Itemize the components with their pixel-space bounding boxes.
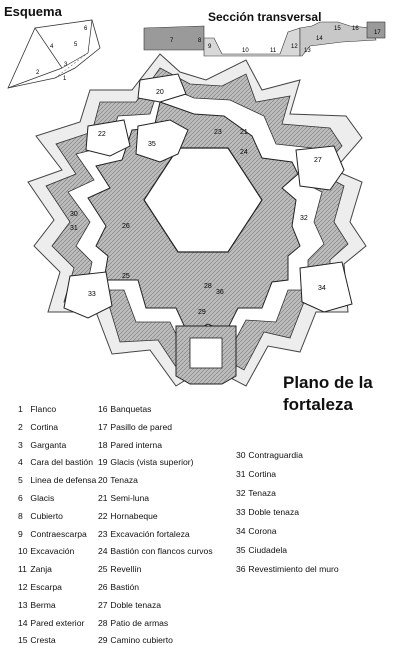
legend-number: 12 xyxy=(18,582,28,592)
legend-label: Contraescarpa xyxy=(28,528,87,539)
section-label-14: 14 xyxy=(316,36,323,42)
plan-label-30: 30 xyxy=(70,211,78,218)
legend-number: 33 xyxy=(236,507,246,517)
section-label-7: 7 xyxy=(170,38,174,44)
legend-label: Berma xyxy=(28,599,56,610)
legend-number: 11 xyxy=(18,564,27,575)
legend-label: Pared interna xyxy=(108,439,162,450)
legend-label: Garganta xyxy=(28,439,67,450)
legend-number: 3 xyxy=(18,439,23,450)
legend-item xyxy=(98,546,213,556)
plan-label-31: 31 xyxy=(70,225,78,232)
legend-number: 5 xyxy=(18,475,23,486)
legend-number: 24 xyxy=(98,546,108,557)
legend-number: 13 xyxy=(18,599,28,610)
legend-item xyxy=(98,618,168,628)
plan-label-22a: 22 xyxy=(98,131,106,138)
legend-item xyxy=(18,618,84,628)
legend-item xyxy=(98,511,158,521)
legend-label: Bastión con flancos curvos xyxy=(108,546,213,557)
legend-number: 30 xyxy=(236,450,246,460)
legend-label: Pasillo de pared xyxy=(108,421,173,432)
legend-item xyxy=(18,422,58,432)
legend-item xyxy=(236,469,276,479)
legend-number: 10 xyxy=(18,546,28,557)
legend-number: 28 xyxy=(98,617,108,628)
legend-number: 31 xyxy=(236,469,246,479)
legend-number: 14 xyxy=(18,617,28,628)
esquema-label-5: 5 xyxy=(74,42,78,48)
legend-item xyxy=(236,450,303,460)
legend-label: Cubierto xyxy=(28,510,63,521)
plan-label-26a: 26 xyxy=(122,223,130,230)
legend-label: Excavación fortaleza xyxy=(108,528,190,539)
esquema-line-d xyxy=(88,20,92,53)
legend-number: 36 xyxy=(236,564,246,574)
legend-label: Semi-luna xyxy=(108,493,150,503)
plan-label-27: 27 xyxy=(314,157,322,164)
legend-label: Zanja xyxy=(28,564,52,575)
legend-label: Contraguardia xyxy=(246,450,303,460)
legend-number: 15 xyxy=(18,635,28,645)
legend-item xyxy=(18,457,93,467)
legend-item xyxy=(18,493,54,503)
plan-label-32: 32 xyxy=(300,215,308,222)
legend-number: 1 xyxy=(18,404,23,414)
legend-item xyxy=(236,488,276,498)
legend-number: 18 xyxy=(98,439,108,450)
legend-item xyxy=(236,564,339,574)
seccion-title: Sección transversal xyxy=(208,10,322,24)
legend-item xyxy=(98,422,172,432)
legend-item xyxy=(98,564,141,574)
legend-item xyxy=(18,546,74,556)
legend-number: 25 xyxy=(98,564,108,575)
legend-label: Cortina xyxy=(28,421,59,432)
legend-label: Glacis xyxy=(28,493,55,503)
legend-number: 9 xyxy=(18,528,23,539)
section-label-15: 15 xyxy=(334,26,341,32)
plan-label-34: 34 xyxy=(318,285,326,292)
legend-number: 20 xyxy=(98,475,108,486)
fortress-plan xyxy=(0,50,418,400)
legend-label: Glacis (vista superior) xyxy=(108,457,194,468)
section-label-13: 13 xyxy=(304,48,311,54)
legend-item xyxy=(236,526,277,536)
legend-item xyxy=(98,635,173,645)
legend-number: 34 xyxy=(236,526,246,536)
plan-label-28: 28 xyxy=(204,283,212,290)
legend-number: 2 xyxy=(18,421,23,432)
legend-number: 4 xyxy=(18,457,23,468)
legend-item xyxy=(98,600,161,610)
esquema-label-4: 4 xyxy=(50,44,54,50)
legend-number: 26 xyxy=(98,582,108,592)
legend-item xyxy=(98,582,139,592)
legend-label: Cara del bastión xyxy=(28,457,93,468)
legend-label: Doble tenaza xyxy=(246,507,300,517)
legend-item xyxy=(98,457,193,467)
plan-label-36: 36 xyxy=(216,289,224,296)
legend-number: 6 xyxy=(18,493,23,503)
legend-label: Revellín xyxy=(108,564,142,575)
plan-label-23a: 23 xyxy=(214,129,222,136)
legend-label: Banquetas xyxy=(108,404,152,414)
plano-title-line2: fortaleza xyxy=(283,395,353,414)
legend-label: Bastión xyxy=(108,582,140,592)
section-label-16: 16 xyxy=(352,26,359,32)
legend-number: 19 xyxy=(98,457,108,468)
legend-label: Excavación xyxy=(28,546,75,557)
legend-item xyxy=(18,600,56,610)
legend-item xyxy=(236,545,287,555)
legend-label: Tenaza xyxy=(246,488,276,498)
right-crownwork xyxy=(300,262,352,312)
legend-number: 32 xyxy=(236,488,246,498)
hornwork-court xyxy=(190,338,222,368)
legend-item xyxy=(18,564,52,574)
legend-label: Cresta xyxy=(28,635,56,645)
legend-item xyxy=(98,404,151,414)
plan-label-24: 24 xyxy=(240,149,248,156)
legend-item xyxy=(18,529,87,539)
section-label-17: 17 xyxy=(374,30,381,36)
legend-number: 35 xyxy=(236,545,246,555)
section-label-10: 10 xyxy=(242,48,249,54)
plano-title-line1: Plano de la xyxy=(283,373,373,392)
legend-number: 22 xyxy=(98,510,108,521)
section-glacis xyxy=(144,26,204,50)
legend-number: 16 xyxy=(98,404,108,414)
plan-label-29: 29 xyxy=(198,309,206,316)
legend-item xyxy=(98,493,149,503)
legend-label: Doble tenaza xyxy=(108,599,162,610)
legend-label: Linea de defensa xyxy=(28,475,97,486)
legend-label: Corona xyxy=(246,526,277,536)
legend-label: Camino cubierto xyxy=(108,635,173,645)
legend-item xyxy=(18,404,56,414)
esquema-label-6: 6 xyxy=(84,26,88,32)
plan-label-33: 33 xyxy=(88,291,96,298)
legend-number: 29 xyxy=(98,635,108,645)
section-label-9: 9 xyxy=(208,44,212,50)
legend-label: Cortina xyxy=(246,469,277,479)
legend-number: 17 xyxy=(98,421,108,432)
plan-label-21: 21 xyxy=(240,129,248,136)
legend-item xyxy=(18,475,96,485)
legend-item xyxy=(18,511,63,521)
legend-number: 23 xyxy=(98,528,108,539)
plan-label-20: 20 xyxy=(156,89,164,96)
legend-number: 8 xyxy=(18,510,23,521)
legend-label: Ciudadela xyxy=(246,545,288,555)
legend-number: 21 xyxy=(98,493,108,503)
legend-item xyxy=(18,582,62,592)
esquema-label-1: 1 xyxy=(63,76,67,82)
plan-label-35: 35 xyxy=(148,141,156,148)
esquema-label-2: 2 xyxy=(36,70,40,76)
section-label-8: 8 xyxy=(198,38,202,44)
legend-item xyxy=(98,475,138,485)
legend-number: 27 xyxy=(98,599,108,610)
legend-item xyxy=(98,529,190,539)
legend-label: Tenaza xyxy=(108,475,138,486)
plan-label-25: 25 xyxy=(122,273,130,280)
legend-item xyxy=(18,440,66,450)
section-label-11: 11 xyxy=(270,48,277,54)
esquema-label-3: 3 xyxy=(64,62,68,68)
legend-label: Hornabeque xyxy=(108,510,158,521)
legend-label: Revestimiento del muro xyxy=(246,564,339,574)
legend xyxy=(0,400,418,645)
legend-label: Escarpa xyxy=(28,582,62,592)
esquema-title: Esquema xyxy=(4,4,62,19)
legend-item xyxy=(98,440,162,450)
legend-label: Patio de armas xyxy=(108,617,169,628)
legend-item xyxy=(18,635,56,645)
section-label-12: 12 xyxy=(291,44,298,50)
legend-item xyxy=(236,507,299,517)
legend-label: Pared exterior xyxy=(28,617,85,628)
legend-label: Flanco xyxy=(28,404,57,414)
